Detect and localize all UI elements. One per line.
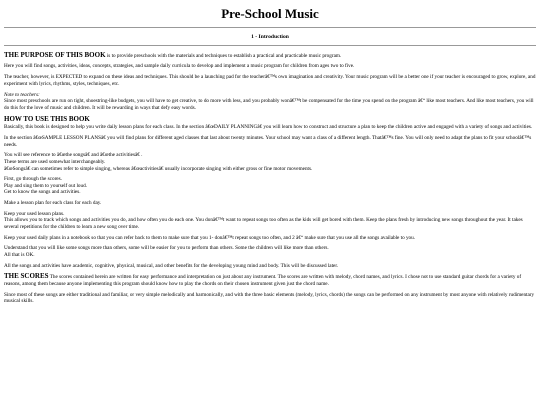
scores-heading: THE SCORES	[4, 272, 49, 281]
howto-p4-2: Play and sing them to yourself out loud.	[4, 182, 87, 189]
teacher-note	[4, 92, 536, 112]
divider	[4, 45, 536, 46]
howto-p7: Keep your used daily plans in a notebook so that you can refer back to them to make sure that you 1- donâ€™t repeat songs too often, and 2 â€“ make sure that you use all the songs available to you.	[4, 234, 416, 241]
howto-p8-2: All that is OK.	[4, 251, 35, 258]
scores-paragraph	[4, 273, 536, 287]
howto-p3-3: â€œSongsâ€ can sometimes refer to simple singing, whereas â€œactivitiesâ€ usually incorporate singing with either gross or fine motor movements.	[4, 165, 313, 172]
howto-understand	[4, 245, 536, 258]
howto-p8-1: Understand that you will like some songs more than others, some will be easier for you to perform than others. Some the children will like more than others.	[4, 245, 329, 252]
howto-p2: In the section â€œSAMPLE LESSON PLANSâ€ you will find plans for different aged classes that last about twenty minutes. Your school may want a class of a different length. Thatâ€™s fine. You will only need to adapt the plans to fit your schoolâ€™s needs.	[4, 135, 532, 148]
purpose-paragraph	[4, 52, 536, 60]
howto-heading: HOW TO USE THIS BOOK	[4, 115, 90, 124]
howto-p5: Make a lesson plan for each class for each day.	[4, 200, 102, 207]
howto-steps	[4, 176, 536, 196]
page-title: Pre-School Music	[221, 6, 319, 21]
howto-p6-1: Keep your used lesson plans.	[4, 210, 65, 217]
howto-p9: All the songs and activities have academic, cognitive, physical, musical, and other benefits for the developing young mind and body. This will be discussed later.	[4, 262, 339, 269]
howto-p3-1: You will see reference to â€œthe songsâ€ and â€œthe activitiesâ€ .	[4, 152, 143, 159]
howto-keep-plans	[4, 211, 536, 231]
howto-p3-2: These terms are used somewhat interchangeably.	[4, 159, 106, 166]
purpose-lead: is to provide preschools with the materials and techniques to establish a practical and practicable music program.	[105, 52, 342, 59]
scores-lead: The scores contained herein are written for easy performance and interpretation on just about any instrument. The scores are written with melody, chord names, and lyrics. I chose not to use standard guitar chords for a variety of reasons, among them because anyone implementing this program should know how to play the chords on their chosen instrument given just the chord name.	[4, 274, 522, 287]
scores-p2: Since most of these songs are either traditional and familiar, or very simple melodically and harmonically, and with the three basic elements (melody, lyrics, chords) the songs can be performed on any instrument by most anyone with relatively rudimentary musical skills.	[4, 291, 535, 305]
divider	[4, 27, 536, 28]
purpose-heading: THE PURPOSE OF THIS BOOK	[4, 50, 106, 59]
howto-p4-3: Get to know the songs and activities.	[4, 189, 81, 196]
note-text: Since most preschools are run on tight, shoestring-like budgets, you will have to get creative, to do more with less, and you probably wonâ€™t be compensated for the time you spend on the program â€“ like most teachers. And like most teachers, you will do this for the love of music and children. It will be rewarding in ways that defy easy words.	[4, 98, 534, 111]
purpose-p1: Here you will find songs, activities, ideas, concepts, strategies, and sample daily curricula to develop and implement a music program for children from ages two to five.	[4, 63, 355, 70]
howto-p6-2: This allows you to track which songs and activities you do, and how often you do each one. You donâ€™t want to repeat songs too often as the kids will get bored with them. Keep the plans fresh by introducing new songs throughout the year. It takes several repetitions for the children to learn a new song over time.	[4, 217, 523, 230]
howto-p4-1: First, go through the scores.	[4, 176, 62, 183]
howto-terms	[4, 152, 536, 172]
chapter-subtitle: 1 - Introduction	[251, 34, 289, 40]
howto-p1: Basically, this book is designed to help you write daily lesson plans for each class. In the section â€œDAILY PLANNINGâ€ you will learn how to construct and structure a plan to keep the children active and engaged with a variety of songs and activities.	[4, 124, 533, 131]
purpose-p2: The teacher, however, is EXPECTED to expand on these ideas and techniques. This should be a launching pad for the teacherâ€™s own imagination and creativity. Your music program will be a better one if your teacher is encouraged to grow, explore, and experiment with lyrics, rhythms, styles, techniques, etc.	[4, 74, 536, 87]
note-label: Note to teachers:	[4, 91, 40, 98]
